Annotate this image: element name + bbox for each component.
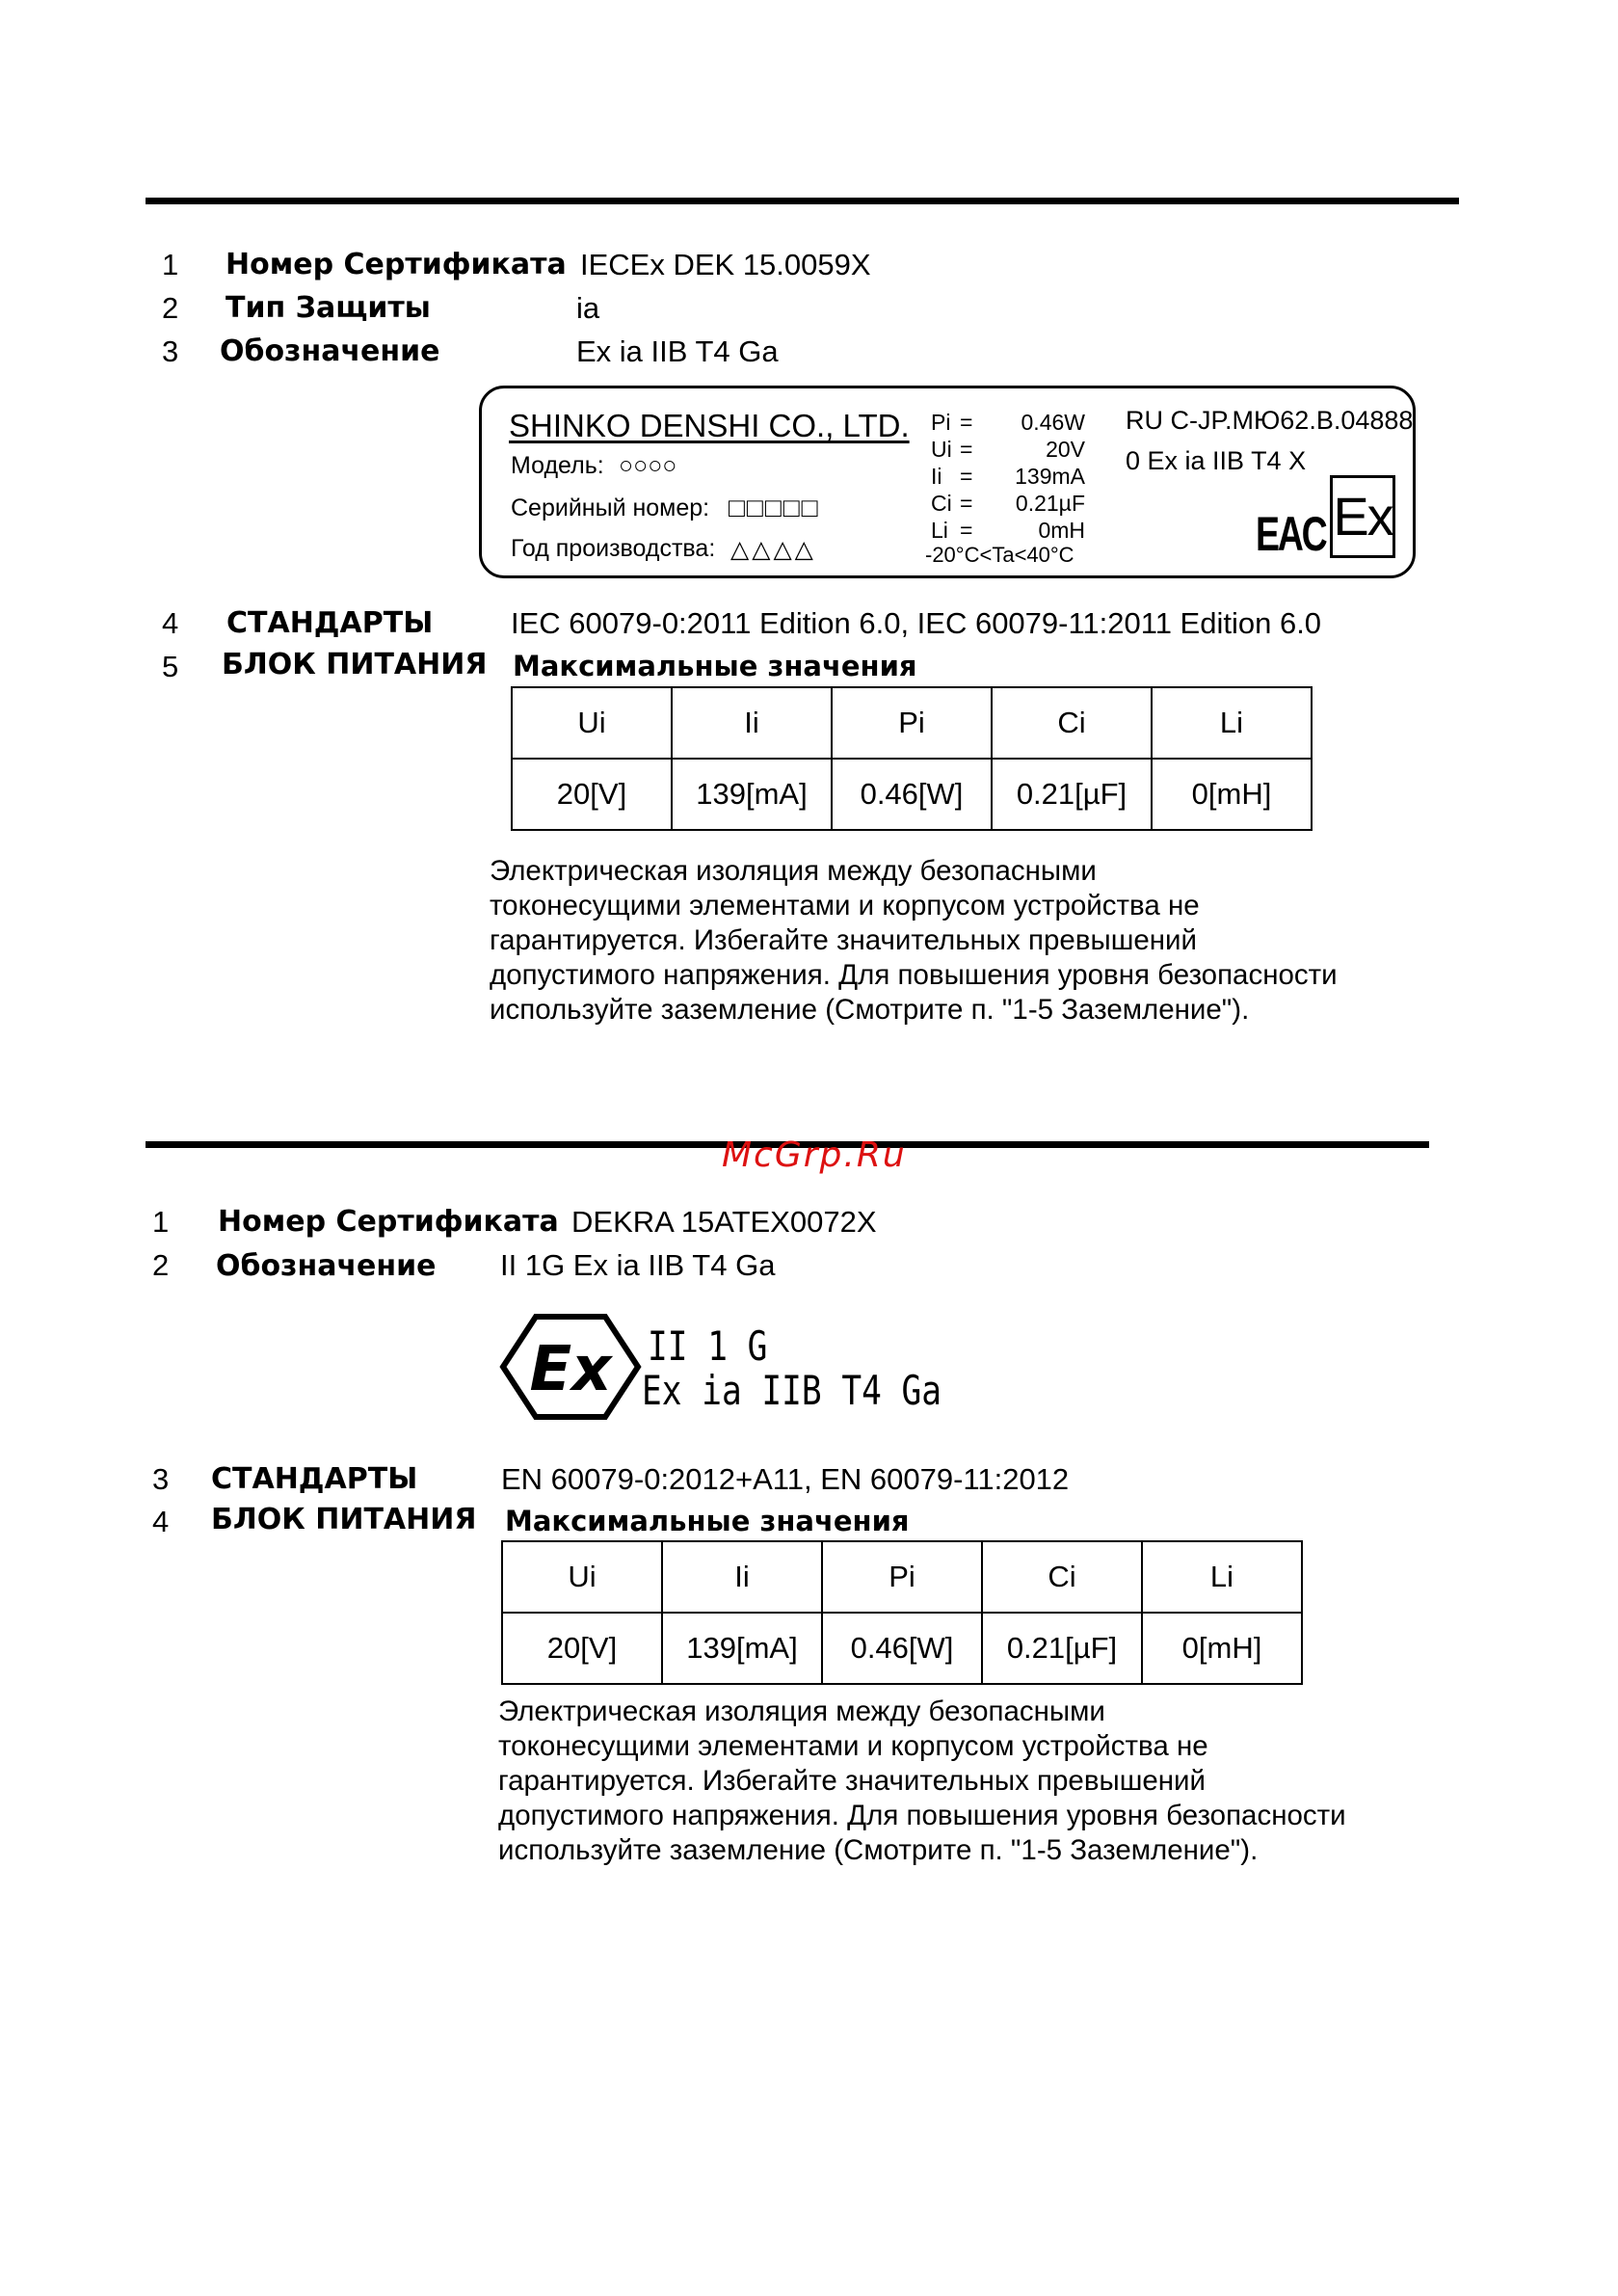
item-number: 2 — [152, 1248, 170, 1282]
header-cell: Ui — [502, 1541, 662, 1613]
param-li: Li = 0mH — [931, 518, 1085, 543]
value-cell: 0.46[W] — [832, 759, 992, 830]
standards-value: EN 60079-0:2012+A11, EN 60079-11:2012 — [501, 1462, 1070, 1496]
value-cell: 0[mH] — [1152, 759, 1312, 830]
item-number: 1 — [152, 1205, 170, 1239]
header-cell: Ii — [672, 687, 832, 759]
model-value: ○○○○ — [619, 452, 677, 479]
param-ii: Ii = 139mA — [931, 464, 1085, 489]
item-number: 2 — [162, 291, 179, 325]
serial-value: □□□□□ — [729, 493, 820, 522]
item-label: Номер Сертификата — [218, 1205, 559, 1239]
param-ui: Ui = 20V — [931, 437, 1085, 462]
max-values-title: Максимальные значения — [505, 1505, 910, 1537]
serial-label: Серийный номер: — [511, 494, 710, 521]
value-cell: 0[mH] — [1142, 1613, 1302, 1684]
item-label: СТАНДАРТЫ — [226, 606, 434, 640]
header-cell: Pi — [822, 1541, 982, 1613]
year-value: △△△△ — [730, 536, 816, 563]
value-cell: 20[V] — [502, 1613, 662, 1684]
header-cell: Ii — [662, 1541, 822, 1613]
atex-line-1: II 1 G — [648, 1322, 768, 1370]
eac-mark-icon: EAC — [1256, 507, 1326, 561]
item-label: СТАНДАРТЫ — [211, 1462, 418, 1496]
header-cell: Pi — [832, 687, 992, 759]
item-label: БЛОК ПИТАНИЯ — [222, 648, 488, 681]
value-cell: 139[mA] — [662, 1613, 822, 1684]
table-header-row — [502, 1541, 1302, 1613]
value-cell: 0.21[µF] — [982, 1613, 1142, 1684]
header-cell: Ci — [982, 1541, 1142, 1613]
param-pi: Pi = 0.46W — [931, 410, 1085, 435]
value-cell: 0.46[W] — [822, 1613, 982, 1684]
ex-symbol-text: Ex — [529, 1334, 612, 1405]
item-number: 3 — [162, 334, 179, 368]
param-ci: Ci = 0.21µF — [931, 491, 1085, 516]
marking-value: Ex ia IIB T4 Ga — [576, 334, 779, 368]
ru-certificate: RU C-JP.МЮ62.В.04888 — [1126, 406, 1414, 435]
value-cell: 139[mA] — [672, 759, 832, 830]
header-cell: Li — [1142, 1541, 1302, 1613]
standards-value: IEC 60079-0:2011 Edition 6.0, IEC 60079-11:2011 Edition 6.0 — [511, 606, 1322, 640]
protection-type: ia — [576, 291, 600, 325]
item-label: Номер Сертификата — [225, 248, 567, 281]
item-label: Обозначение — [220, 334, 440, 368]
item-number: 5 — [162, 650, 179, 683]
header-cell: Ci — [992, 687, 1152, 759]
item-number: 3 — [152, 1462, 170, 1496]
atex-line-2: Ex ia IIB T4 Ga — [642, 1367, 942, 1414]
value-cell: 20[V] — [512, 759, 672, 830]
max-values-title: Максимальные значения — [513, 650, 917, 682]
insulation-note: Электрическая изоляция между безопасными токонесущими элементами и корпусом устройства не гарантируется. Избегайте значительных превышений допустимого напряжения. Для повышения уровня безопасности используйте заземление (Смотрите п. "1-5 Заземление"). — [498, 1695, 1346, 1866]
year-label: Год производства: — [511, 535, 716, 562]
top-rule — [146, 198, 1459, 204]
certificate-number: DEKRA 15ATEX0072X — [571, 1205, 877, 1239]
table-row — [502, 1613, 1302, 1684]
marking-value: II 1G Ex ia IIB T4 Ga — [500, 1248, 776, 1282]
item-number: 4 — [152, 1505, 170, 1538]
ru-marking: 0 Ex ia IIB T4 X — [1126, 446, 1307, 475]
value-cell: 0.21[µF] — [992, 759, 1152, 830]
model-label: Модель: — [511, 452, 604, 479]
ex-hexagon-icon — [499, 1313, 642, 1421]
ex-mark-icon: Ex — [1330, 475, 1395, 558]
table-header-row — [512, 687, 1312, 759]
certificate-number: IECEx DEK 15.0059X — [580, 248, 871, 281]
item-label: БЛОК ПИТАНИЯ — [211, 1503, 477, 1536]
header-cell: Li — [1152, 687, 1312, 759]
item-label: Обозначение — [216, 1249, 437, 1283]
table-row — [512, 759, 1312, 830]
watermark: McGrp.Ru — [722, 1135, 907, 1175]
nameplate — [479, 386, 1416, 578]
item-number: 4 — [162, 606, 179, 640]
company-name: SHINKO DENSHI CO., LTD. — [509, 408, 910, 443]
insulation-note: Электрическая изоляция между безопасными токонесущими элементами и корпусом устройства не гарантируется. Избегайте значительных превышений допустимого напряжения. Для повышения уровня безопасности используйте заземление (Смотрите п. "1-5 Заземление"). — [490, 855, 1338, 1026]
item-label: Тип Защиты — [225, 291, 431, 325]
iecex-values-table — [511, 686, 1313, 831]
atex-values-table — [501, 1540, 1303, 1685]
temperature-range: -20°C<Ta<40°C — [925, 543, 1074, 567]
item-number: 1 — [162, 248, 179, 281]
header-cell: Ui — [512, 687, 672, 759]
